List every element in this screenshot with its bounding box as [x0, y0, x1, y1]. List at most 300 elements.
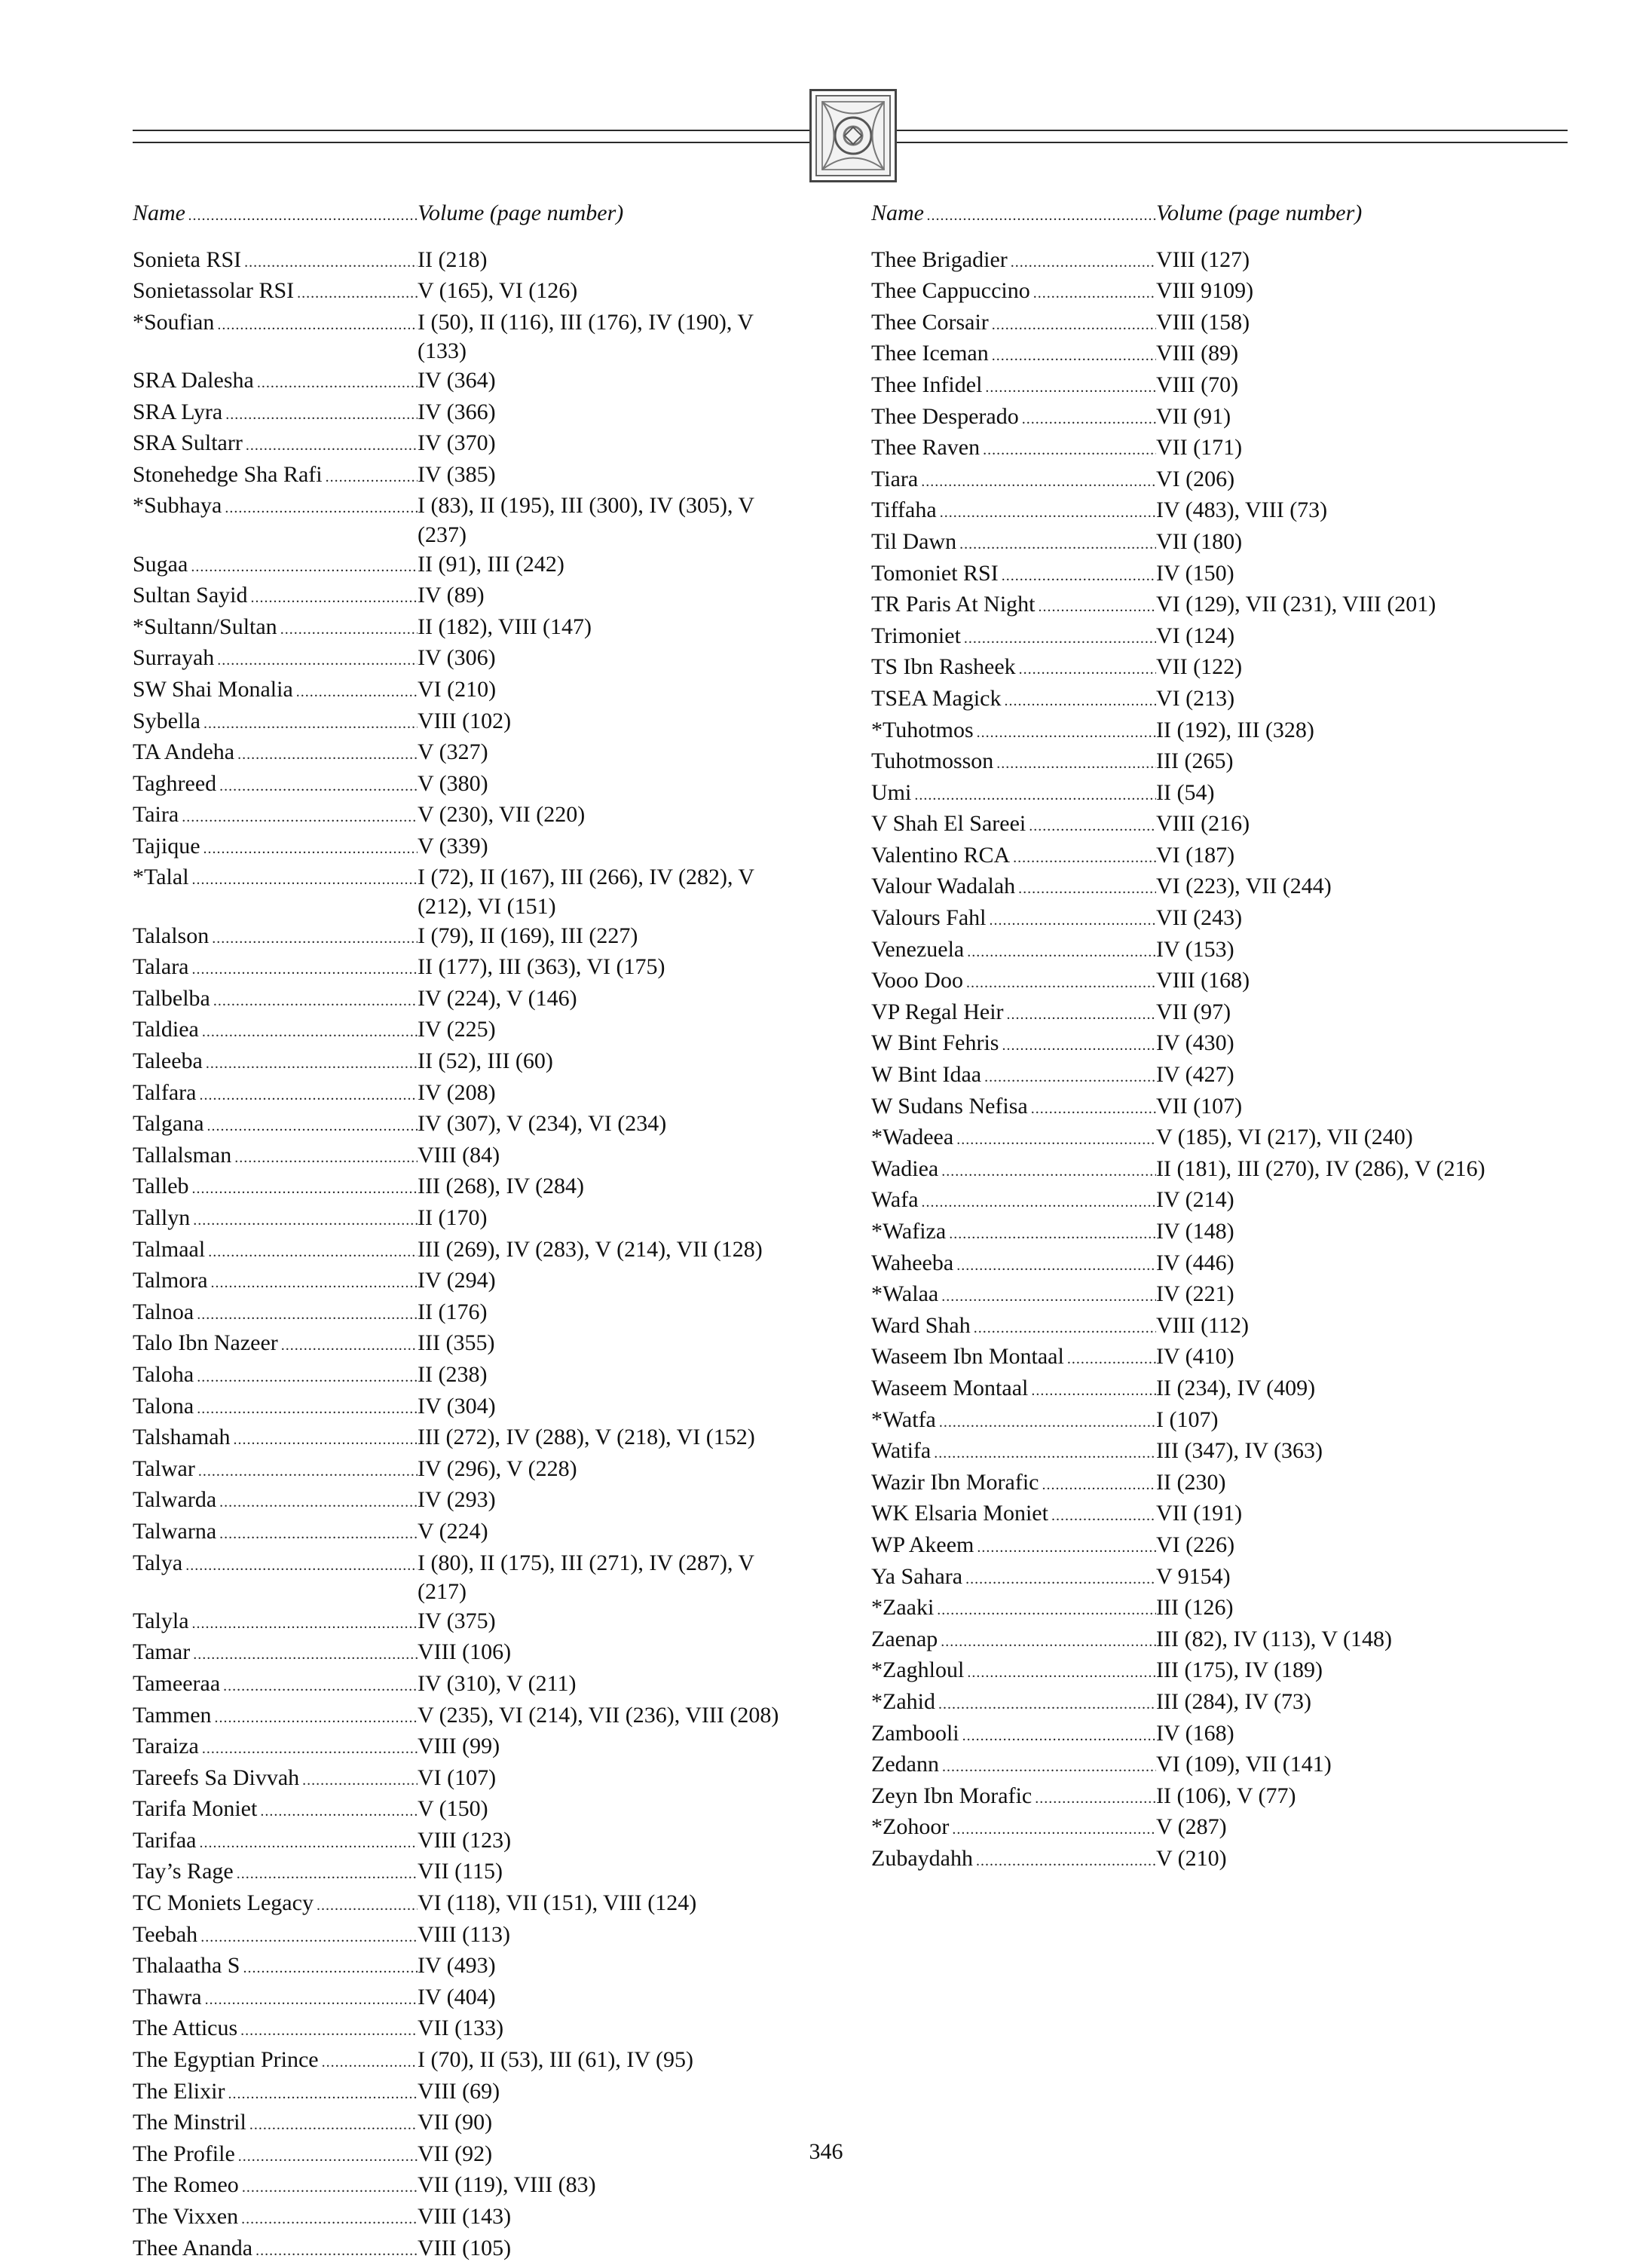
- volume-reference: III (347), IV (363): [1156, 1438, 1323, 1464]
- volume-reference: I (79), II (169), III (227): [418, 923, 638, 948]
- horse-name: The Vixxen .....: [133, 2202, 418, 2234]
- index-entry: [871, 1499, 1550, 1531]
- volume-reference: VI (213): [1156, 685, 1235, 711]
- index-entry: [871, 559, 1550, 591]
- index-entry: [133, 277, 811, 308]
- index-entry: [133, 1235, 811, 1267]
- horse-name: Sybella .....: [133, 707, 418, 739]
- horse-name: SRA Sultarr .....: [133, 429, 418, 461]
- horse-name: Taldiea .....: [133, 1015, 418, 1047]
- horse-name: Talwar .....: [133, 1455, 418, 1486]
- horse-name: Waheeba .....: [871, 1249, 1156, 1281]
- index-entry: [871, 747, 1550, 779]
- volume-reference: III (272), IV (288), V (218), VI (152): [418, 1425, 755, 1450]
- volume-reference: VI (223), VII (244): [1156, 874, 1332, 899]
- index-entry: [871, 371, 1550, 402]
- index-entry: [133, 1921, 811, 1952]
- horse-name: The Atticus .....: [133, 2014, 418, 2046]
- index-entry: [133, 1141, 811, 1173]
- index-entry: [133, 2171, 811, 2202]
- volume-reference: VI (124): [1156, 623, 1235, 648]
- index-entry: [871, 590, 1550, 622]
- index-entry: [871, 496, 1550, 528]
- index-entry: [133, 2234, 811, 2265]
- index-entry: [871, 1563, 1550, 1594]
- volume-reference: V (230), VII (220): [418, 802, 586, 828]
- horse-name: *Zaghloul .....: [871, 1656, 1156, 1688]
- volume-reference: VII (243): [1156, 905, 1243, 931]
- index-entry: [133, 922, 811, 953]
- index-entry: [871, 1468, 1550, 1500]
- volume-reference: VIII (123): [418, 1827, 512, 1853]
- volume-reference: II (181), III (270), IV (286), V (216): [1156, 1155, 1485, 1181]
- index-entry: [871, 1782, 1550, 1814]
- index-entry: [871, 1656, 1550, 1688]
- index-entry: [871, 1092, 1550, 1124]
- volume-reference: VII (119), VIII (83): [418, 2172, 596, 2198]
- index-entry: [133, 398, 811, 430]
- volume-reference: IV (148): [1156, 1219, 1234, 1244]
- volume-reference: VI (206): [1156, 466, 1235, 491]
- index-entry: [133, 1983, 811, 2015]
- column-header: [133, 199, 811, 231]
- horse-name: Thee Iceman .....: [871, 339, 1156, 371]
- volume-reference: III (269), IV (283), V (214), VII (128): [418, 1236, 763, 1262]
- index-entry: [133, 491, 811, 549]
- volume-reference: IV (208): [418, 1079, 496, 1105]
- horse-name: Talara .....: [133, 953, 418, 984]
- horse-name: *Talal .....: [133, 863, 418, 895]
- horse-name: Tamar .....: [133, 1638, 418, 1670]
- index-entry: [871, 1688, 1550, 1719]
- index-entry: [133, 1951, 811, 1983]
- horse-name: Thee Raven .....: [871, 433, 1156, 465]
- index-entry: [871, 653, 1550, 684]
- volume-reference: IV (430): [1156, 1030, 1234, 1056]
- volume-reference: I (80), II (175), III (271), IV (287), V (217): [418, 1550, 754, 1605]
- index-entry: [133, 1826, 811, 1858]
- horse-name: Tareefs Sa Divvah .....: [133, 1764, 418, 1795]
- volume-reference: I (83), II (195), III (300), IV (305), V (237): [418, 493, 754, 547]
- volume-reference: V (235), VI (214), VII (236), VIII (208): [418, 1702, 779, 1728]
- index-entry: [133, 2046, 811, 2077]
- horse-name: Waseem Montaal .....: [871, 1374, 1156, 1406]
- volume-reference: II (238): [418, 1361, 488, 1387]
- horse-name: Talmora .....: [133, 1266, 418, 1298]
- horse-name: Taleeba .....: [133, 1047, 418, 1079]
- volume-reference: IV (214): [1156, 1187, 1234, 1213]
- index-entry: [133, 1857, 811, 1889]
- horse-name: *Watfa .....: [871, 1406, 1156, 1437]
- horse-name: Thawra .....: [133, 1983, 418, 2015]
- volume-reference: VIII (106): [418, 1639, 512, 1665]
- index-entry: [871, 1719, 1550, 1751]
- left-entry-list: [133, 246, 811, 2265]
- horse-name: W Sudans Nefisa .....: [871, 1092, 1156, 1124]
- volume-reference: IV (221): [1156, 1281, 1234, 1307]
- volume-reference: VIII (105): [418, 2235, 512, 2260]
- volume-reference: V (380): [418, 770, 488, 796]
- index-entry: [871, 1406, 1550, 1437]
- volume-reference: III (268), IV (284): [418, 1174, 585, 1199]
- index-entry: [871, 872, 1550, 904]
- volume-reference: VIII (216): [1156, 811, 1250, 837]
- volume-reference: IV (307), V (234), VI (234): [418, 1111, 667, 1137]
- volume-reference: VII (90): [418, 2110, 493, 2135]
- volume-reference: IV (89): [418, 583, 485, 608]
- horse-name: W Bint Fehris .....: [871, 1029, 1156, 1061]
- horse-name: Talwarna .....: [133, 1517, 418, 1549]
- volume-reference: VIII (70): [1156, 372, 1239, 397]
- index-entry: [871, 841, 1550, 873]
- volume-reference: III (355): [418, 1330, 495, 1356]
- volume-reference: VIII (84): [418, 1142, 500, 1168]
- horse-name: Talyla .....: [133, 1607, 418, 1639]
- name-header: Name .....: [871, 199, 1156, 231]
- volume-reference: II (170): [418, 1205, 488, 1230]
- volume-reference: III (284), IV (73): [1156, 1688, 1312, 1714]
- volume-reference: II (54): [1156, 779, 1215, 805]
- horse-name: Surrayah .....: [133, 644, 418, 675]
- horse-name: Talwarda .....: [133, 1486, 418, 1517]
- volume-reference: IV (224), V (146): [418, 985, 577, 1011]
- volume-reference: III (82), IV (113), V (148): [1156, 1626, 1392, 1651]
- volume-header: Volume (page number): [418, 200, 624, 225]
- volume-reference: VIII (158): [1156, 309, 1250, 335]
- horse-name: *Zahid .....: [871, 1688, 1156, 1719]
- volume-reference: IV (446): [1156, 1250, 1234, 1275]
- volume-reference: IV (493): [418, 1953, 496, 1979]
- horse-name: Zambooli .....: [871, 1719, 1156, 1751]
- horse-name: Talgana .....: [133, 1110, 418, 1141]
- volume-reference: V (210): [1156, 1845, 1227, 1871]
- horse-name: Valours Fahl .....: [871, 904, 1156, 935]
- volume-reference: VIII (112): [1156, 1312, 1250, 1338]
- horse-name: Zedann .....: [871, 1750, 1156, 1782]
- index-entry: [871, 935, 1550, 967]
- horse-name: *Tuhotmos .....: [871, 716, 1156, 748]
- volume-reference: III (175), IV (189): [1156, 1657, 1323, 1683]
- volume-reference: I (70), II (53), III (61), IV (95): [418, 2047, 693, 2073]
- horse-name: Talshamah .....: [133, 1423, 418, 1455]
- volume-reference: VI (109), VII (141): [1156, 1752, 1332, 1777]
- index-entry: [133, 800, 811, 832]
- horse-name: *Zaaki .....: [871, 1593, 1156, 1625]
- volume-reference: IV (375): [418, 1608, 496, 1633]
- horse-name: The Romeo .....: [133, 2171, 418, 2202]
- index-entry: [133, 644, 811, 675]
- index-entry: [871, 402, 1550, 434]
- index-entry: [133, 738, 811, 770]
- horse-name: Tiara .....: [871, 465, 1156, 497]
- index-entry: [133, 1889, 811, 1921]
- volume-reference: IV (293): [418, 1487, 496, 1513]
- index-entry: [133, 1392, 811, 1424]
- horse-name: *Zohoor .....: [871, 1813, 1156, 1844]
- index-entry: [133, 1517, 811, 1549]
- horse-name: V Shah El Sareei .....: [871, 810, 1156, 841]
- volume-reference: VI (187): [1156, 842, 1235, 868]
- volume-reference: VII (107): [1156, 1093, 1243, 1119]
- volume-reference: I (50), II (116), III (176), IV (190), V (133): [418, 309, 754, 364]
- horse-name: Thee Brigadier .....: [871, 246, 1156, 277]
- volume-reference: V (339): [418, 833, 488, 859]
- index-entry: [133, 1423, 811, 1455]
- horse-name: Sonietassolar RSI .....: [133, 277, 418, 308]
- volume-reference: IV (150): [1156, 560, 1234, 586]
- horse-name: Tallyn .....: [133, 1204, 418, 1235]
- index-entry: [871, 1625, 1550, 1657]
- volume-reference: II (234), IV (409): [1156, 1375, 1316, 1400]
- index-entry: [133, 832, 811, 864]
- index-entry: [871, 998, 1550, 1030]
- volume-reference: IV (304): [418, 1393, 496, 1419]
- index-entry: [871, 465, 1550, 497]
- index-entry: [871, 1593, 1550, 1625]
- volume-reference: VII (92): [418, 2141, 493, 2166]
- volume-reference: VII (122): [1156, 654, 1243, 680]
- volume-reference: IV (310), V (211): [418, 1670, 577, 1696]
- volume-reference: II (230): [1156, 1469, 1226, 1495]
- horse-name: Talbelba .....: [133, 984, 418, 1016]
- volume-reference: III (126): [1156, 1595, 1234, 1621]
- horse-name: Til Dawn .....: [871, 528, 1156, 559]
- horse-name: SW Shai Monalia .....: [133, 675, 418, 707]
- index-entry: [871, 1186, 1550, 1217]
- horse-name: WP Akeem .....: [871, 1531, 1156, 1563]
- index-entry: [133, 366, 811, 398]
- volume-reference: V (150): [418, 1796, 488, 1822]
- horse-name: Sultan Sayid .....: [133, 581, 418, 613]
- horse-name: TS Ibn Rasheek .....: [871, 653, 1156, 684]
- horse-name: Valour Wadalah .....: [871, 872, 1156, 904]
- horse-name: Ward Shah .....: [871, 1312, 1156, 1343]
- volume-reference: IV (294): [418, 1268, 496, 1293]
- index-entry: [871, 1531, 1550, 1563]
- index-entry: [133, 1670, 811, 1701]
- volume-reference: II (192), III (328): [1156, 717, 1314, 742]
- index-entry: [133, 1329, 811, 1361]
- volume-reference: I (107): [1156, 1406, 1219, 1432]
- horse-name: TA Andeha .....: [133, 738, 418, 770]
- volume-reference: VII (115): [418, 1859, 503, 1884]
- horse-name: SRA Dalesha .....: [133, 366, 418, 398]
- index-entry: [133, 1486, 811, 1517]
- volume-reference: VIII (127): [1156, 246, 1250, 272]
- index-entry: [871, 684, 1550, 716]
- index-entry: [871, 246, 1550, 277]
- volume-reference: IV (404): [418, 1984, 496, 2009]
- volume-reference: V (185), VI (217), VII (240): [1156, 1125, 1413, 1150]
- column-header: [871, 199, 1550, 231]
- horse-name: SRA Lyra .....: [133, 398, 418, 430]
- horse-name: Tomoniet RSI .....: [871, 559, 1156, 591]
- horse-name: Talmaal .....: [133, 1235, 418, 1267]
- index-entry: [133, 550, 811, 582]
- horse-name: Teebah .....: [133, 1921, 418, 1952]
- index-entry: [133, 2014, 811, 2046]
- index-entry: [133, 1172, 811, 1204]
- volume-reference: VIII (143): [418, 2204, 512, 2229]
- horse-name: Tammen .....: [133, 1701, 418, 1733]
- volume-reference: II (218): [418, 246, 488, 272]
- index-entry: [871, 277, 1550, 308]
- volume-reference: VIII (69): [418, 2078, 500, 2104]
- index-entry: [133, 581, 811, 613]
- horse-name: *Walaa .....: [871, 1280, 1156, 1312]
- volume-reference: IV (168): [1156, 1720, 1234, 1746]
- index-entry: [133, 1079, 811, 1110]
- horse-name: Taraiza .....: [133, 1732, 418, 1764]
- volume-reference: V (165), VI (126): [418, 278, 578, 304]
- horse-name: Waseem Ibn Montaal .....: [871, 1342, 1156, 1374]
- horse-name: Talalson .....: [133, 922, 418, 953]
- horse-name: *Sultann/Sultan .....: [133, 613, 418, 644]
- volume-reference: IV (427): [1156, 1062, 1234, 1088]
- horse-name: Taghreed .....: [133, 770, 418, 801]
- horse-name: Talona .....: [133, 1392, 418, 1424]
- horse-name: Thee Desperado .....: [871, 402, 1156, 434]
- index-entry: [871, 1280, 1550, 1312]
- index-entry: [871, 1312, 1550, 1343]
- volume-reference: V (327): [418, 739, 488, 765]
- volume-reference: VII (91): [1156, 403, 1231, 429]
- index-entry: [133, 2202, 811, 2234]
- index-entry: [133, 1795, 811, 1826]
- index-entry: [133, 1549, 811, 1607]
- volume-reference: VI (210): [418, 676, 497, 702]
- horse-name: Tarifa Moniet .....: [133, 1795, 418, 1826]
- index-entry: [133, 461, 811, 492]
- volume-header: Volume (page number): [1156, 200, 1363, 225]
- volume-reference: II (177), III (363), VI (175): [418, 954, 665, 980]
- horse-name: Taira .....: [133, 800, 418, 832]
- index-entry: [133, 1298, 811, 1330]
- horse-name: W Bint Idaa .....: [871, 1061, 1156, 1092]
- horse-name: Tiffaha .....: [871, 496, 1156, 528]
- volume-reference: II (176): [418, 1299, 488, 1324]
- index-entry: [133, 2108, 811, 2140]
- horse-name: *Wadeea .....: [871, 1123, 1156, 1155]
- horse-name: *Wafiza .....: [871, 1217, 1156, 1249]
- horse-name: *Subhaya .....: [133, 491, 418, 523]
- index-entry: [871, 1029, 1550, 1061]
- volume-reference: IV (370): [418, 430, 496, 456]
- horse-name: The Egyptian Prince .....: [133, 2046, 418, 2077]
- horse-name: Taloha .....: [133, 1361, 418, 1392]
- volume-reference: VII (133): [418, 2016, 504, 2041]
- volume-reference: VIII (89): [1156, 341, 1239, 366]
- volume-reference: VII (180): [1156, 528, 1243, 554]
- page-number: 346: [809, 2139, 843, 2164]
- volume-reference: II (52), III (60): [418, 1048, 553, 1074]
- horse-name: Umi .....: [871, 779, 1156, 810]
- horse-name: Ya Sahara .....: [871, 1563, 1156, 1594]
- index-entry: [871, 339, 1550, 371]
- volume-reference: IV (410): [1156, 1344, 1234, 1370]
- horse-name: Tajique .....: [133, 832, 418, 864]
- left-index-column: [133, 199, 811, 2265]
- horse-name: TR Paris At Night .....: [871, 590, 1156, 622]
- index-entry: [871, 528, 1550, 559]
- horse-name: Talya .....: [133, 1549, 418, 1581]
- horse-name: TC Moniets Legacy .....: [133, 1889, 418, 1921]
- volume-reference: VIII 9109): [1156, 278, 1254, 304]
- horse-name: Valentino RCA .....: [871, 841, 1156, 873]
- horse-name: Trimoniet .....: [871, 622, 1156, 653]
- name-header: Name .....: [133, 199, 418, 231]
- index-entry: [133, 675, 811, 707]
- index-entry: [133, 1110, 811, 1141]
- index-entry: [133, 953, 811, 984]
- right-entry-list: [871, 246, 1550, 1876]
- volume-reference: VI (226): [1156, 1532, 1235, 1557]
- index-entry: [133, 984, 811, 1016]
- horse-name: Thee Corsair .....: [871, 308, 1156, 340]
- index-entry: [133, 1638, 811, 1670]
- volume-reference: IV (366): [418, 399, 496, 424]
- horse-name: Thee Infidel .....: [871, 371, 1156, 402]
- index-entry: [133, 1701, 811, 1733]
- horse-name: Talnoa .....: [133, 1298, 418, 1330]
- horse-name: Watifa .....: [871, 1437, 1156, 1468]
- index-entry: [133, 1204, 811, 1235]
- index-entry: [871, 308, 1550, 340]
- volume-reference: IV (296), V (228): [418, 1455, 577, 1481]
- index-entry: [133, 707, 811, 739]
- horse-name: Thee Cappuccino .....: [871, 277, 1156, 308]
- index-entry: [133, 1455, 811, 1486]
- index-entry: [133, 770, 811, 801]
- index-entry: [133, 1607, 811, 1639]
- volume-reference: VIII (168): [1156, 968, 1250, 993]
- volume-reference: V (224): [418, 1518, 488, 1544]
- horse-name: Sugaa .....: [133, 550, 418, 582]
- horse-name: Thee Ananda .....: [133, 2234, 418, 2265]
- horse-name: Zeyn Ibn Morafic .....: [871, 1782, 1156, 1814]
- index-entry: [133, 1764, 811, 1795]
- volume-reference: VI (107): [418, 1765, 497, 1790]
- horse-name: Wazir Ibn Morafic .....: [871, 1468, 1156, 1500]
- index-entry: [133, 1047, 811, 1079]
- horse-name: Talfara .....: [133, 1079, 418, 1110]
- index-entry: [133, 613, 811, 644]
- index-entry: [871, 810, 1550, 841]
- volume-reference: VII (97): [1156, 999, 1231, 1024]
- volume-reference: IV (225): [418, 1017, 496, 1042]
- horse-name: The Minstril .....: [133, 2108, 418, 2140]
- celtic-knot-ornament-icon: [809, 89, 897, 182]
- index-entry: [871, 1374, 1550, 1406]
- volume-reference: I (72), II (167), III (266), IV (282), V (212), VI (151): [418, 865, 754, 920]
- volume-reference: II (182), VIII (147): [418, 614, 592, 639]
- horse-name: Wafa .....: [871, 1186, 1156, 1217]
- horse-name: Vooo Doo .....: [871, 966, 1156, 998]
- volume-reference: VI (129), VII (231), VIII (201): [1156, 592, 1436, 617]
- horse-name: Stonehedge Sha Rafi .....: [133, 461, 418, 492]
- index-entry: [133, 246, 811, 277]
- index-entry: [871, 433, 1550, 465]
- horse-name: Zubaydahh .....: [871, 1844, 1156, 1876]
- volume-reference: VII (171): [1156, 435, 1243, 461]
- index-entry: [133, 863, 811, 921]
- volume-reference: VII (191): [1156, 1501, 1243, 1526]
- volume-reference: IV (385): [418, 461, 496, 487]
- volume-reference: VIII (113): [418, 1921, 511, 1947]
- volume-reference: V (287): [1156, 1814, 1227, 1840]
- volume-reference: IV (306): [418, 645, 496, 671]
- index-entry: [871, 1249, 1550, 1281]
